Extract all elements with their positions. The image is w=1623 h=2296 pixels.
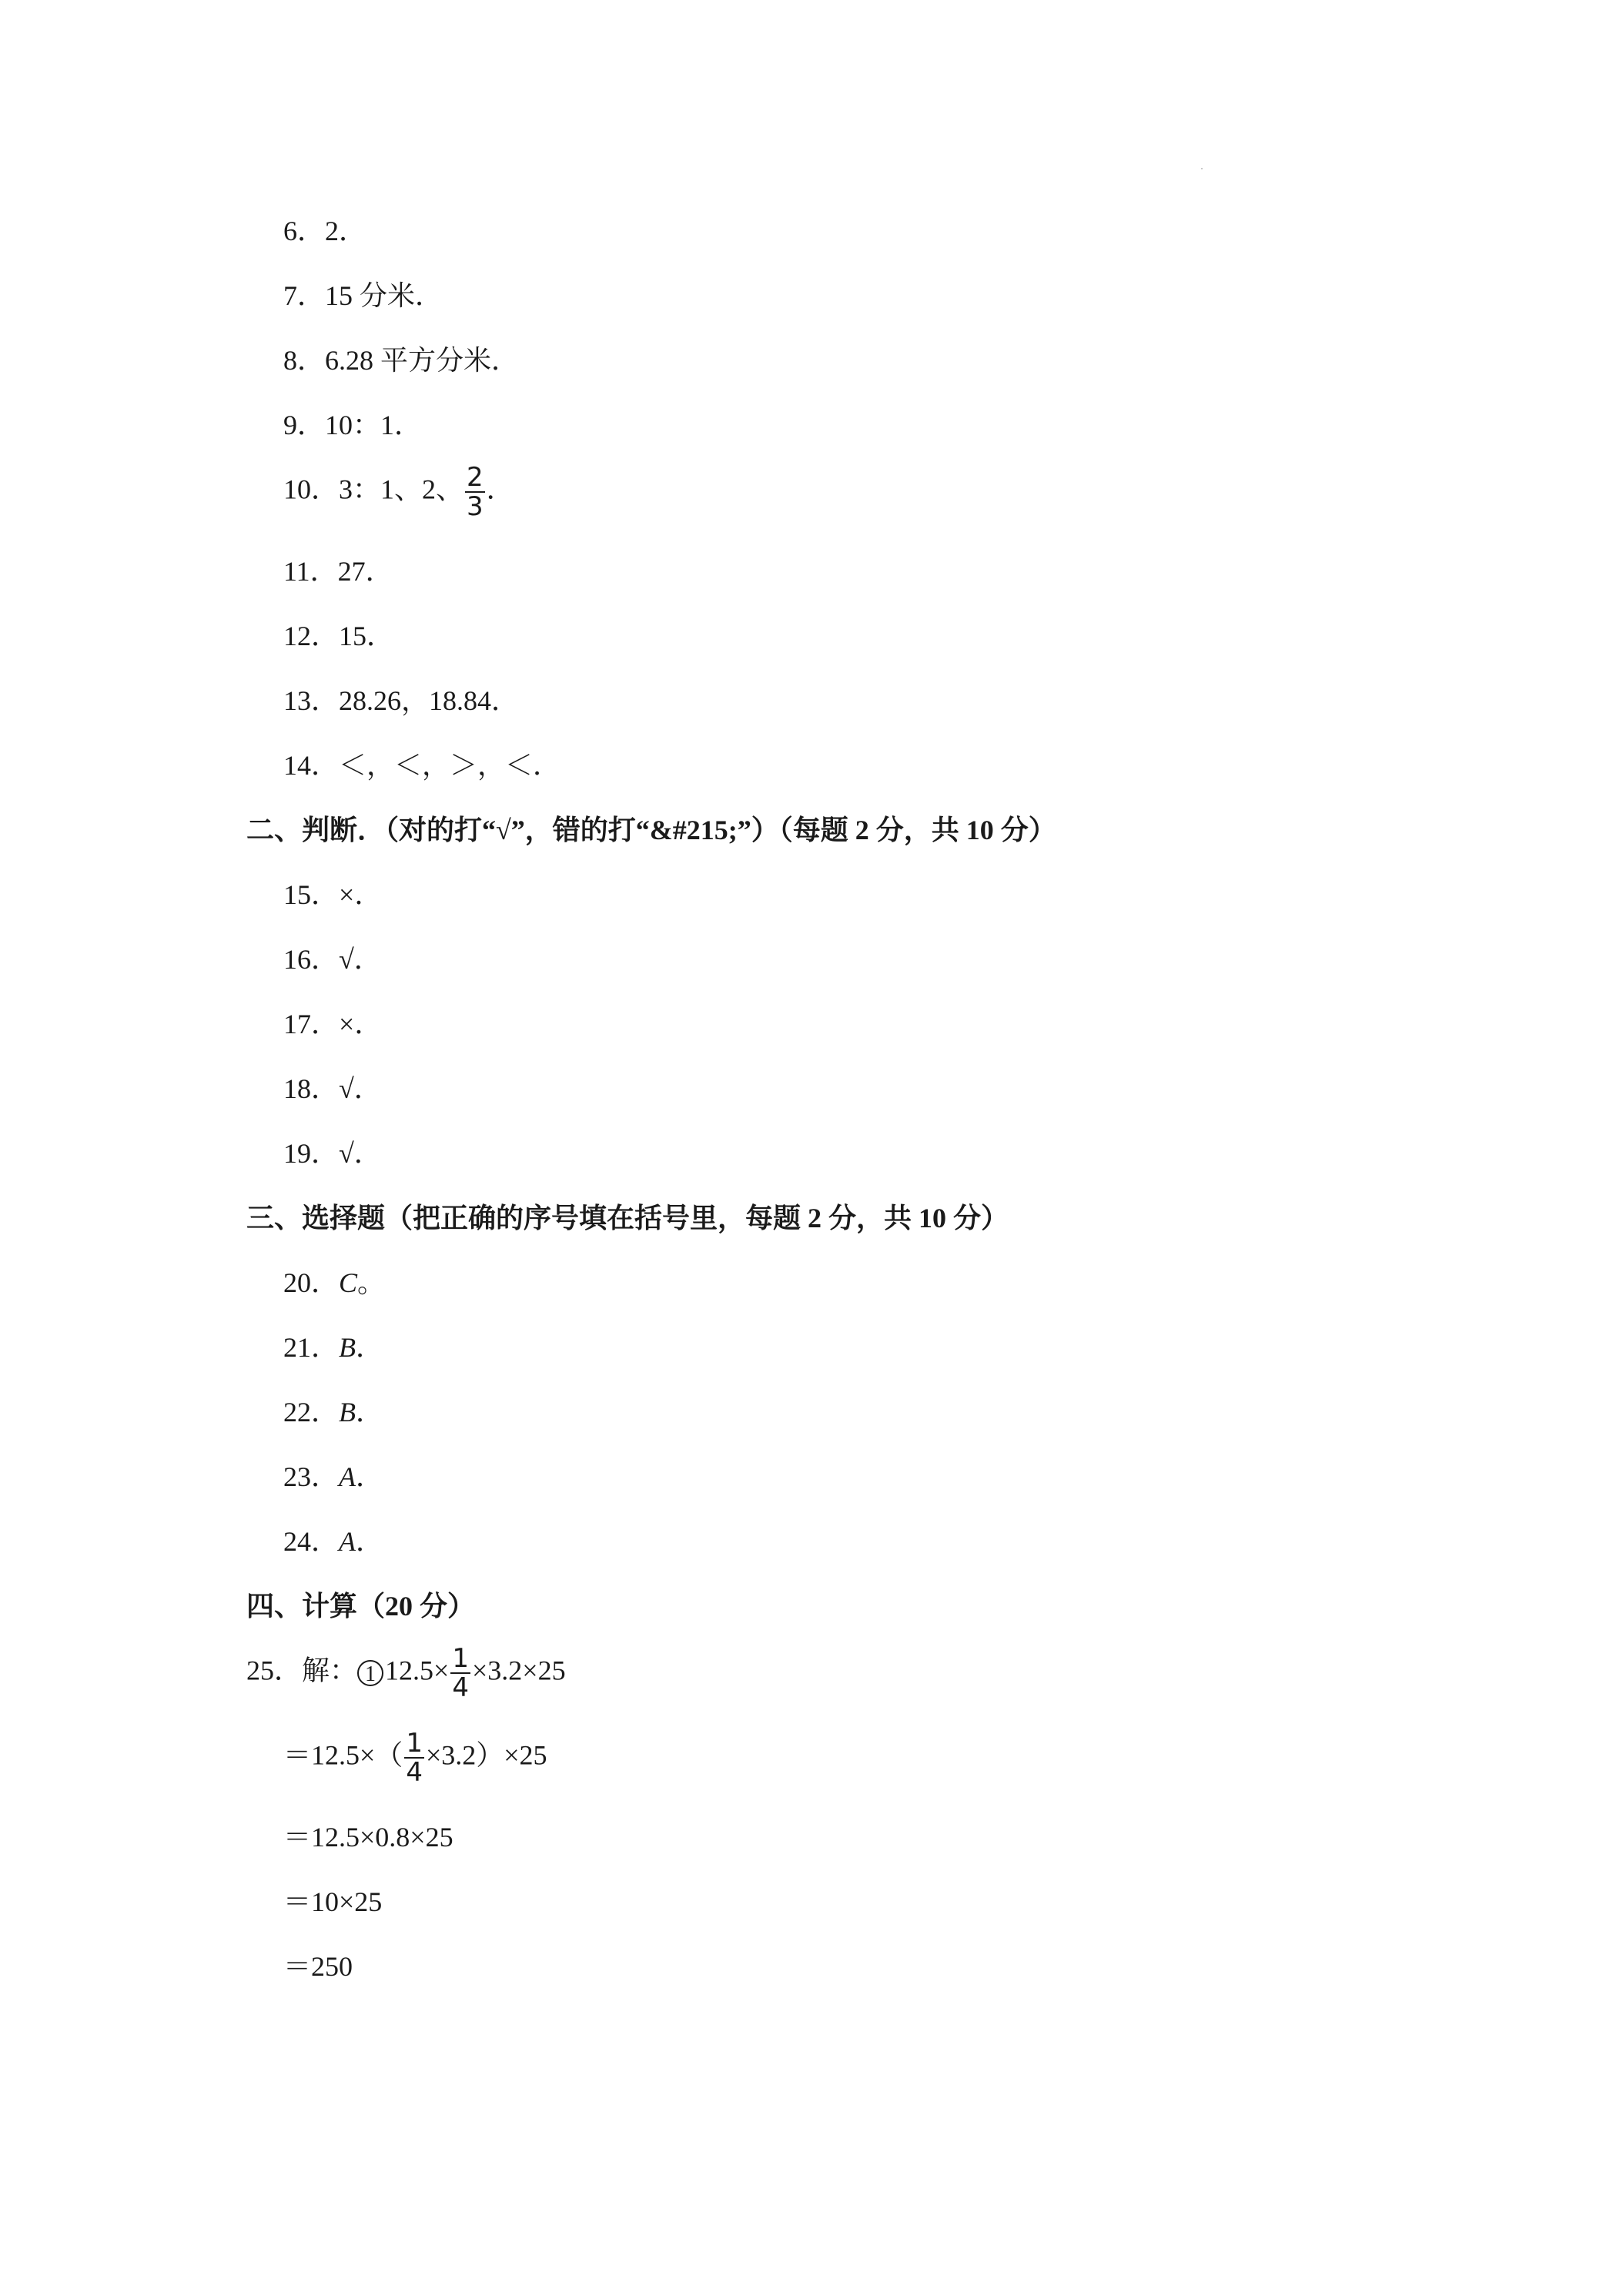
answer-9	[283, 408, 422, 442]
question-number: 25．	[246, 1655, 303, 1686]
answer-number: 17．	[283, 1009, 340, 1039]
answer-letter: B	[339, 1332, 356, 1363]
answer-number: 7．	[283, 280, 326, 311]
answer-12	[283, 619, 394, 653]
answer-text: √．	[339, 1073, 382, 1104]
answer-text: ＜，＜，＞，＜．	[339, 750, 561, 781]
answer-number: 9．	[283, 410, 326, 440]
answer-7	[283, 279, 443, 313]
answer-text: 3：1、2、	[339, 474, 464, 505]
answer-15	[283, 878, 382, 912]
fraction	[450, 1645, 470, 1702]
expression-end: ×3.2）×25	[425, 1739, 547, 1771]
answer-letter: B	[339, 1397, 356, 1427]
fraction-numerator: 1	[452, 1643, 469, 1674]
answer-text: √．	[339, 944, 382, 975]
calc-line-1	[246, 1645, 566, 1702]
answer-end: ．	[356, 1461, 384, 1492]
answer-number: 13．	[283, 685, 340, 716]
answer-16	[283, 942, 382, 976]
section-heading-judgement: 二、判断．（对的打“√”，错的打“&#215;”）（每题 2 分，共 10 分）	[246, 815, 1056, 845]
answer-text: ×．	[339, 879, 383, 910]
answer-end: ．	[356, 1526, 384, 1557]
answer-number: 19．	[283, 1138, 340, 1169]
answer-text: 10：1．	[325, 410, 423, 440]
expression-start: ＝12.5×（	[283, 1739, 403, 1771]
solution-label: 解：	[302, 1655, 358, 1686]
answer-end: ．	[356, 1397, 384, 1427]
answer-18	[283, 1072, 382, 1106]
fraction-denominator: 4	[452, 1672, 469, 1703]
answer-letter: A	[339, 1461, 356, 1492]
section-heading-calculation: 四、计算（20 分）	[246, 1591, 476, 1622]
answer-19	[283, 1136, 382, 1170]
fraction-denominator: 4	[406, 1757, 423, 1788]
answer-number: 16．	[283, 944, 340, 975]
answer-number: 14．	[283, 750, 340, 781]
fraction	[465, 464, 485, 520]
answer-22	[283, 1395, 383, 1429]
answer-number: 6．	[283, 216, 326, 246]
answer-21	[283, 1330, 383, 1364]
answer-text: √．	[339, 1138, 382, 1169]
scan-speck	[1201, 168, 1203, 169]
answer-letter: A	[339, 1526, 356, 1557]
answer-number: 10．	[283, 474, 340, 505]
answer-number: 8．	[283, 345, 326, 376]
expression-end: ×3.2×25	[471, 1655, 566, 1686]
circled-number: 1	[357, 1660, 383, 1686]
answer-number: 11．	[283, 556, 338, 587]
answer-14	[283, 748, 561, 782]
section-heading-choice: 三、选择题（把正确的序号填在括号里，每题 2 分，共 10 分）	[246, 1203, 1009, 1233]
fraction-numerator: 1	[406, 1728, 423, 1759]
answer-text: 6.28 平方分米．	[325, 345, 520, 376]
fraction-denominator: 3	[467, 491, 484, 522]
answer-number: 24．	[283, 1526, 340, 1557]
calc-line-4: ＝10×25	[283, 1886, 383, 1917]
answer-text: ×．	[339, 1009, 383, 1039]
answer-17	[283, 1007, 382, 1041]
expression-start: 12.5×	[385, 1655, 450, 1686]
answer-8	[283, 343, 519, 377]
answer-end: 。	[357, 1267, 386, 1298]
answer-10	[283, 464, 514, 520]
answer-text: 15．	[339, 621, 395, 651]
answer-letter: C	[339, 1267, 358, 1298]
answer-24	[283, 1525, 383, 1558]
answer-text: 27．	[337, 556, 393, 587]
answer-end: ．	[356, 1332, 384, 1363]
answer-number: 12．	[283, 621, 340, 651]
answer-number: 18．	[283, 1073, 340, 1104]
calc-line-3: ＝12.5×0.8×25	[283, 1822, 453, 1853]
answer-text-end: ．	[486, 474, 514, 505]
answer-number: 21．	[283, 1332, 340, 1363]
answer-number: 22．	[283, 1397, 340, 1427]
answer-13	[283, 684, 519, 718]
answer-number: 15．	[283, 879, 340, 910]
answer-11	[283, 554, 393, 588]
answer-text: 15 分米．	[325, 280, 443, 311]
answer-text: 2．	[325, 216, 367, 246]
calc-line-2	[283, 1729, 547, 1786]
answer-number: 20．	[283, 1267, 340, 1298]
answer-6	[283, 214, 366, 248]
fraction-numerator: 2	[467, 462, 484, 493]
answer-text: 28.26，18.84．	[339, 685, 520, 716]
calc-line-5: ＝250	[283, 1951, 353, 1982]
fraction	[404, 1729, 424, 1786]
answer-23	[283, 1460, 383, 1494]
answer-20	[283, 1266, 385, 1300]
answer-number: 23．	[283, 1461, 340, 1492]
